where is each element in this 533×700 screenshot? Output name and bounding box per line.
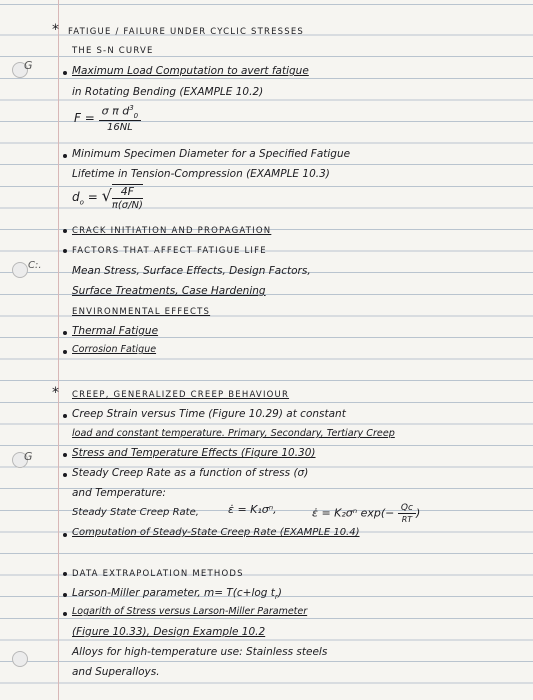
heading-data-extrapolation: DATA EXTRAPOLATION METHODS	[72, 569, 244, 579]
sqrt-icon: √	[101, 186, 112, 205]
heading-environmental: ENVIRONMENTAL EFFECTS	[72, 307, 211, 317]
text-line: Maximum Load Computation to avert fatigue	[72, 65, 309, 77]
heading-creep: CREEP, GENERALIZED CREEP BEHAVIOUR	[72, 390, 290, 400]
bullet-icon	[63, 71, 67, 75]
margin-mark: C:.	[28, 260, 42, 271]
bullet-icon	[63, 350, 67, 354]
punch-hole	[12, 262, 28, 278]
asterisk-icon: *	[52, 385, 59, 401]
heading-crack: CRACK INITIATION AND PROPAGATION	[72, 226, 272, 236]
text-line: (Figure 10.33), Design Example 10.2	[72, 626, 266, 638]
bullet-icon	[63, 249, 67, 253]
text-line: Computation of Steady-State Creep Rate (EXAMPLE 10.4)	[72, 527, 360, 538]
margin-mark: G	[24, 59, 33, 72]
text-line: Logarith of Stress versus Larson-Miller Parameter	[72, 606, 308, 617]
formula-denominator: π(σ/N)	[111, 200, 143, 211]
bullet-icon	[63, 473, 67, 477]
margin-mark: G	[24, 450, 33, 463]
asterisk-icon: *	[52, 22, 59, 38]
formula-fraction	[398, 503, 416, 524]
text-line: Steady Creep Rate as a function of stress (σ)	[72, 467, 309, 479]
bullet-icon	[63, 453, 67, 457]
text-line: Minimum Specimen Diameter for a Specified Fatigue	[72, 148, 351, 160]
formula-exp: ε̇ = K₂σⁿ exp(−	[312, 506, 395, 520]
bullet-icon	[63, 154, 67, 158]
text-line: load and constant temperature. Primary, Secondary, Tertiary Creep	[72, 428, 395, 439]
text-line: and Superalloys.	[72, 666, 160, 678]
text-line: and Temperature:	[72, 487, 166, 499]
formula-diameter	[72, 184, 143, 211]
formula-numerator: σ π d	[101, 104, 130, 118]
formula-creep-rate-2	[312, 503, 420, 524]
bullet-icon	[63, 612, 67, 616]
formula-sub: r	[274, 593, 278, 602]
bullet-icon	[63, 414, 67, 418]
margin-line	[58, 0, 59, 700]
text-line: Thermal Fatigue	[72, 325, 159, 337]
text-line: Corrosion Fatigue	[72, 344, 157, 355]
formula-lhs: d	[72, 190, 80, 204]
bullet-icon	[63, 572, 67, 576]
formula-sub: 0	[133, 111, 139, 120]
text-line: Surface Treatments, Case Hardening	[72, 285, 266, 297]
formula-sup: 3	[129, 104, 134, 112]
formula-lhs: F =	[74, 110, 95, 125]
formula-load	[74, 104, 141, 133]
bullet-icon	[63, 593, 67, 597]
heading-fatigue: FATIGUE / FAILURE UNDER CYCLIC STRESSES	[68, 27, 305, 37]
punch-hole	[12, 651, 28, 667]
text-line: Creep Strain versus Time (Figure 10.29) at constant	[72, 408, 346, 420]
formula-numerator: 4F	[112, 185, 143, 199]
formula-denominator: RT	[401, 515, 413, 524]
formula-close: )	[415, 506, 421, 520]
heading-factors: FACTORS THAT AFFECT FATIGUE LIFE	[72, 246, 267, 256]
bullet-icon	[63, 533, 67, 537]
text-line: Steady State Creep Rate,	[72, 507, 199, 518]
formula-equals: =	[87, 190, 98, 204]
formula-fraction	[112, 184, 143, 211]
text-line: in Rotating Bending (EXAMPLE 10.2)	[72, 86, 264, 98]
bullet-icon	[63, 331, 67, 335]
bullet-icon	[63, 229, 67, 233]
subheading-sn-curve: THE S-N CURVE	[72, 46, 154, 56]
text-line: Stress and Temperature Effects (Figure 10.30)	[72, 447, 316, 459]
formula-denominator: 16NL	[106, 121, 133, 133]
text-line: Alloys for high-temperature use: Stainless steels	[72, 646, 328, 658]
formula-fraction	[99, 104, 142, 133]
larson-miller-text: Larson-Miller parameter, m= T(c+log t	[72, 587, 275, 599]
formula-sub: o	[79, 198, 84, 207]
text-line: Lifetime in Tension-Compression (EXAMPLE 10.3)	[72, 168, 330, 180]
text-line: Mean Stress, Surface Effects, Design Factors,	[72, 265, 311, 277]
text-line	[72, 586, 282, 604]
formula-creep-rate-1: ε̇ = K₁σⁿ,	[228, 503, 277, 516]
formula-close: )	[277, 587, 282, 599]
formula-numerator: Qc	[398, 503, 416, 514]
